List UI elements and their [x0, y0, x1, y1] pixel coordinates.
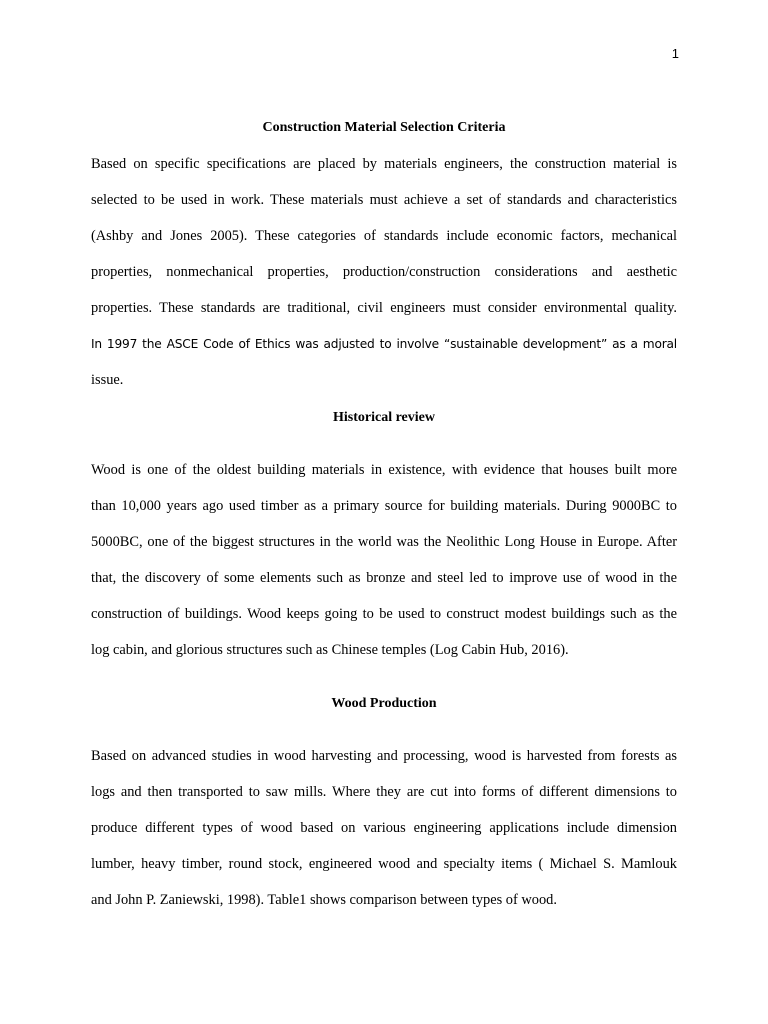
paragraph-line: (Ashby and Jones 2005). These categories of standards include economic factors, mechanical: [91, 228, 677, 244]
paragraph-line: lumber, heavy timber, round stock, engineered wood and specialty items ( Michael S. Mamlouk: [91, 856, 677, 872]
paragraph-line: In 1997 the ASCE Code of Ethics was adjusted to involve “sustainable development” as a moral: [91, 337, 677, 351]
paragraph-line: log cabin, and glorious structures such as Chinese temples (Log Cabin Hub, 2016).: [91, 642, 569, 658]
paragraph-line: than 10,000 years ago used timber as a primary source for building materials. During 9000BC to: [91, 498, 677, 514]
paragraph-line: Based on specific specifications are placed by materials engineers, the construction material is: [91, 156, 677, 172]
paragraph-line: produce different types of wood based on various engineering applications include dimension: [91, 820, 677, 836]
section-heading-wood-production: Wood Production: [331, 696, 437, 711]
paragraph-line: properties. These standards are traditional, civil engineers must consider environmental quality.: [91, 300, 677, 316]
paragraph-line: that, the discovery of some elements such as bronze and steel led to improve use of wood in the: [91, 570, 677, 586]
paragraph-line: construction of buildings. Wood keeps going to be used to construct modest buildings such as the: [91, 606, 677, 622]
paragraph-line: and John P. Zaniewski, 1998). Table1 shows comparison between types of wood.: [91, 892, 557, 908]
section-heading-material-selection: Construction Material Selection Criteria: [262, 120, 506, 135]
paragraph-line: logs and then transported to saw mills. Where they are cut into forms of different dimensions to: [91, 784, 677, 800]
section-heading-historical-review: Historical review: [333, 410, 435, 425]
paragraph-line: Wood is one of the oldest building materials in existence, with evidence that houses built more: [91, 462, 677, 478]
paragraph-line: Based on advanced studies in wood harvesting and processing, wood is harvested from forests as: [91, 748, 677, 764]
paragraph-line: selected to be used in work. These materials must achieve a set of standards and characteristics: [91, 192, 677, 208]
paragraph-line: issue.: [91, 372, 124, 388]
page-number: 1: [671, 46, 679, 61]
paragraph-line: 5000BC, one of the biggest structures in the world was the Neolithic Long House in Europe. After: [91, 534, 677, 550]
paragraph-line: properties, nonmechanical properties, production/construction considerations and aesthetic: [91, 264, 677, 280]
